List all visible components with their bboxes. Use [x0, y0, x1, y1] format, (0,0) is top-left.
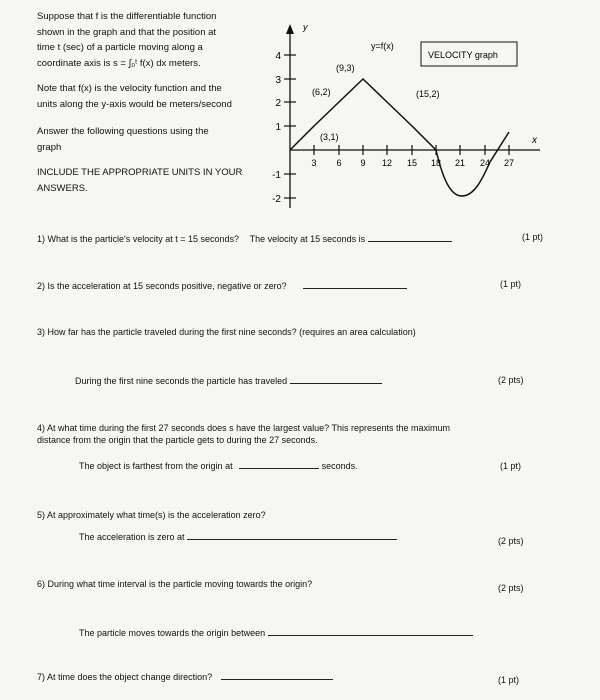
note-line-2: units along the y-axis would be meters/second: [37, 98, 232, 110]
legend-label: VELOCITY graph: [428, 50, 498, 60]
question-5-answer-prefix: The acceleration is zero at: [79, 532, 185, 542]
include-line-2: ANSWERS.: [37, 182, 88, 194]
question-4-answer-prefix: The object is farthest from the origin at: [79, 461, 233, 471]
question-4-answer: [79, 459, 459, 472]
x-tick-label: 27: [503, 158, 515, 168]
question-2: [37, 279, 477, 292]
y-tick-label: -1: [272, 170, 281, 181]
y-tick-label: 2: [275, 98, 281, 109]
x-tick-label: 21: [454, 158, 466, 168]
question-1: [37, 232, 557, 245]
y-tick-label: 1: [275, 122, 281, 133]
answer-line-1: Answer the following questions using the: [37, 126, 209, 137]
x-tick-label: 3: [311, 158, 317, 168]
x-axis-label: x: [532, 135, 537, 146]
answer-line-2: graph: [37, 141, 62, 153]
include-line-1: INCLUDE THE APPROPRIATE UNITS IN YOUR: [37, 167, 243, 178]
x-tick-label: 18: [430, 158, 442, 168]
x-tick-label: 12: [381, 158, 393, 168]
question-6-points: (2 pts): [498, 583, 524, 593]
question-1-points: (1 pt): [522, 232, 544, 242]
question-2-text: 2) Is the acceleration at 15 seconds positive, negative or zero?: [37, 281, 287, 291]
question-3-answer-blank[interactable]: [290, 374, 382, 384]
question-3-answer-prefix: During the first nine seconds the particle has traveled: [75, 376, 288, 386]
y-tick-label: 4: [275, 51, 281, 62]
intro-line-1: Suppose that f is the differentiable function: [37, 11, 217, 22]
question-1-answer-prefix: The velocity at 15 seconds is: [249, 234, 366, 244]
x-tick-label: 24: [479, 158, 491, 168]
intro-line-2: shown in the graph and that the position at: [37, 26, 217, 38]
question-5-answer-blank[interactable]: [187, 530, 397, 540]
question-4: [37, 422, 577, 446]
intro-line-3: time t (sec) of a particle moving along a: [37, 42, 203, 53]
question-7-answer-blank[interactable]: [221, 670, 333, 680]
y-axis-label: y: [303, 22, 308, 32]
velocity-graph: [0, 0, 600, 240]
point-label-3-1: (3,1): [320, 132, 339, 142]
question-3-points: (2 pts): [498, 375, 524, 385]
intro-line-4: coordinate axis is s = ∫₀ᵗ f(x) dx meters.: [37, 57, 201, 69]
question-5: 5) At approximately what time(s) is the acceleration zero?: [37, 510, 266, 520]
question-4-text-2: distance from the origin that the particle gets to during the 27 seconds.: [37, 435, 318, 445]
question-3: 3) How far has the particle traveled during the first nine seconds? (requires an area calculation): [37, 327, 416, 337]
x-tick-label: 6: [336, 158, 342, 168]
question-2-points: (1 pt): [500, 279, 522, 289]
y-axis-arrow-icon: [286, 24, 294, 34]
question-4-text: 4) At what time during the first 27 seconds does s have the largest value? This represents the maximum: [37, 423, 451, 433]
x-tick-label: 9: [360, 158, 366, 168]
question-6-answer-prefix: The particle moves towards the origin between: [79, 628, 266, 638]
point-label-15-2: (15,2): [416, 89, 440, 99]
question-6-answer: [79, 626, 519, 639]
question-4-points: (1 pt): [500, 461, 522, 471]
point-label-6-2: (6,2): [312, 87, 331, 97]
x-tick-label: 15: [406, 158, 418, 168]
question-2-answer-blank[interactable]: [303, 279, 407, 289]
point-label-9-3: (9,3): [336, 63, 355, 73]
note-line-1: Note that f(x) is the velocity function and the: [37, 83, 222, 94]
question-7: [37, 670, 397, 683]
question-7-text: 7) At time does the object change direction?: [37, 672, 213, 682]
question-4-answer-blank[interactable]: [239, 459, 319, 469]
function-label: y=f(x): [371, 41, 394, 51]
question-1-text: 1) What is the particle's velocity at t = 15 seconds?: [37, 234, 240, 244]
question-5-points: (2 pts): [498, 536, 524, 546]
question-5-answer: [79, 530, 479, 543]
question-4-answer-suffix: seconds.: [321, 461, 358, 471]
question-6: 6) During what time interval is the particle moving towards the origin?: [37, 579, 313, 589]
question-3-answer: [75, 374, 455, 387]
question-6-answer-blank[interactable]: [268, 626, 473, 636]
question-7-points: (1 pt): [498, 675, 520, 685]
y-tick-label: -2: [272, 194, 281, 205]
question-1-answer-blank[interactable]: [368, 232, 452, 242]
y-tick-label: 3: [275, 75, 281, 86]
